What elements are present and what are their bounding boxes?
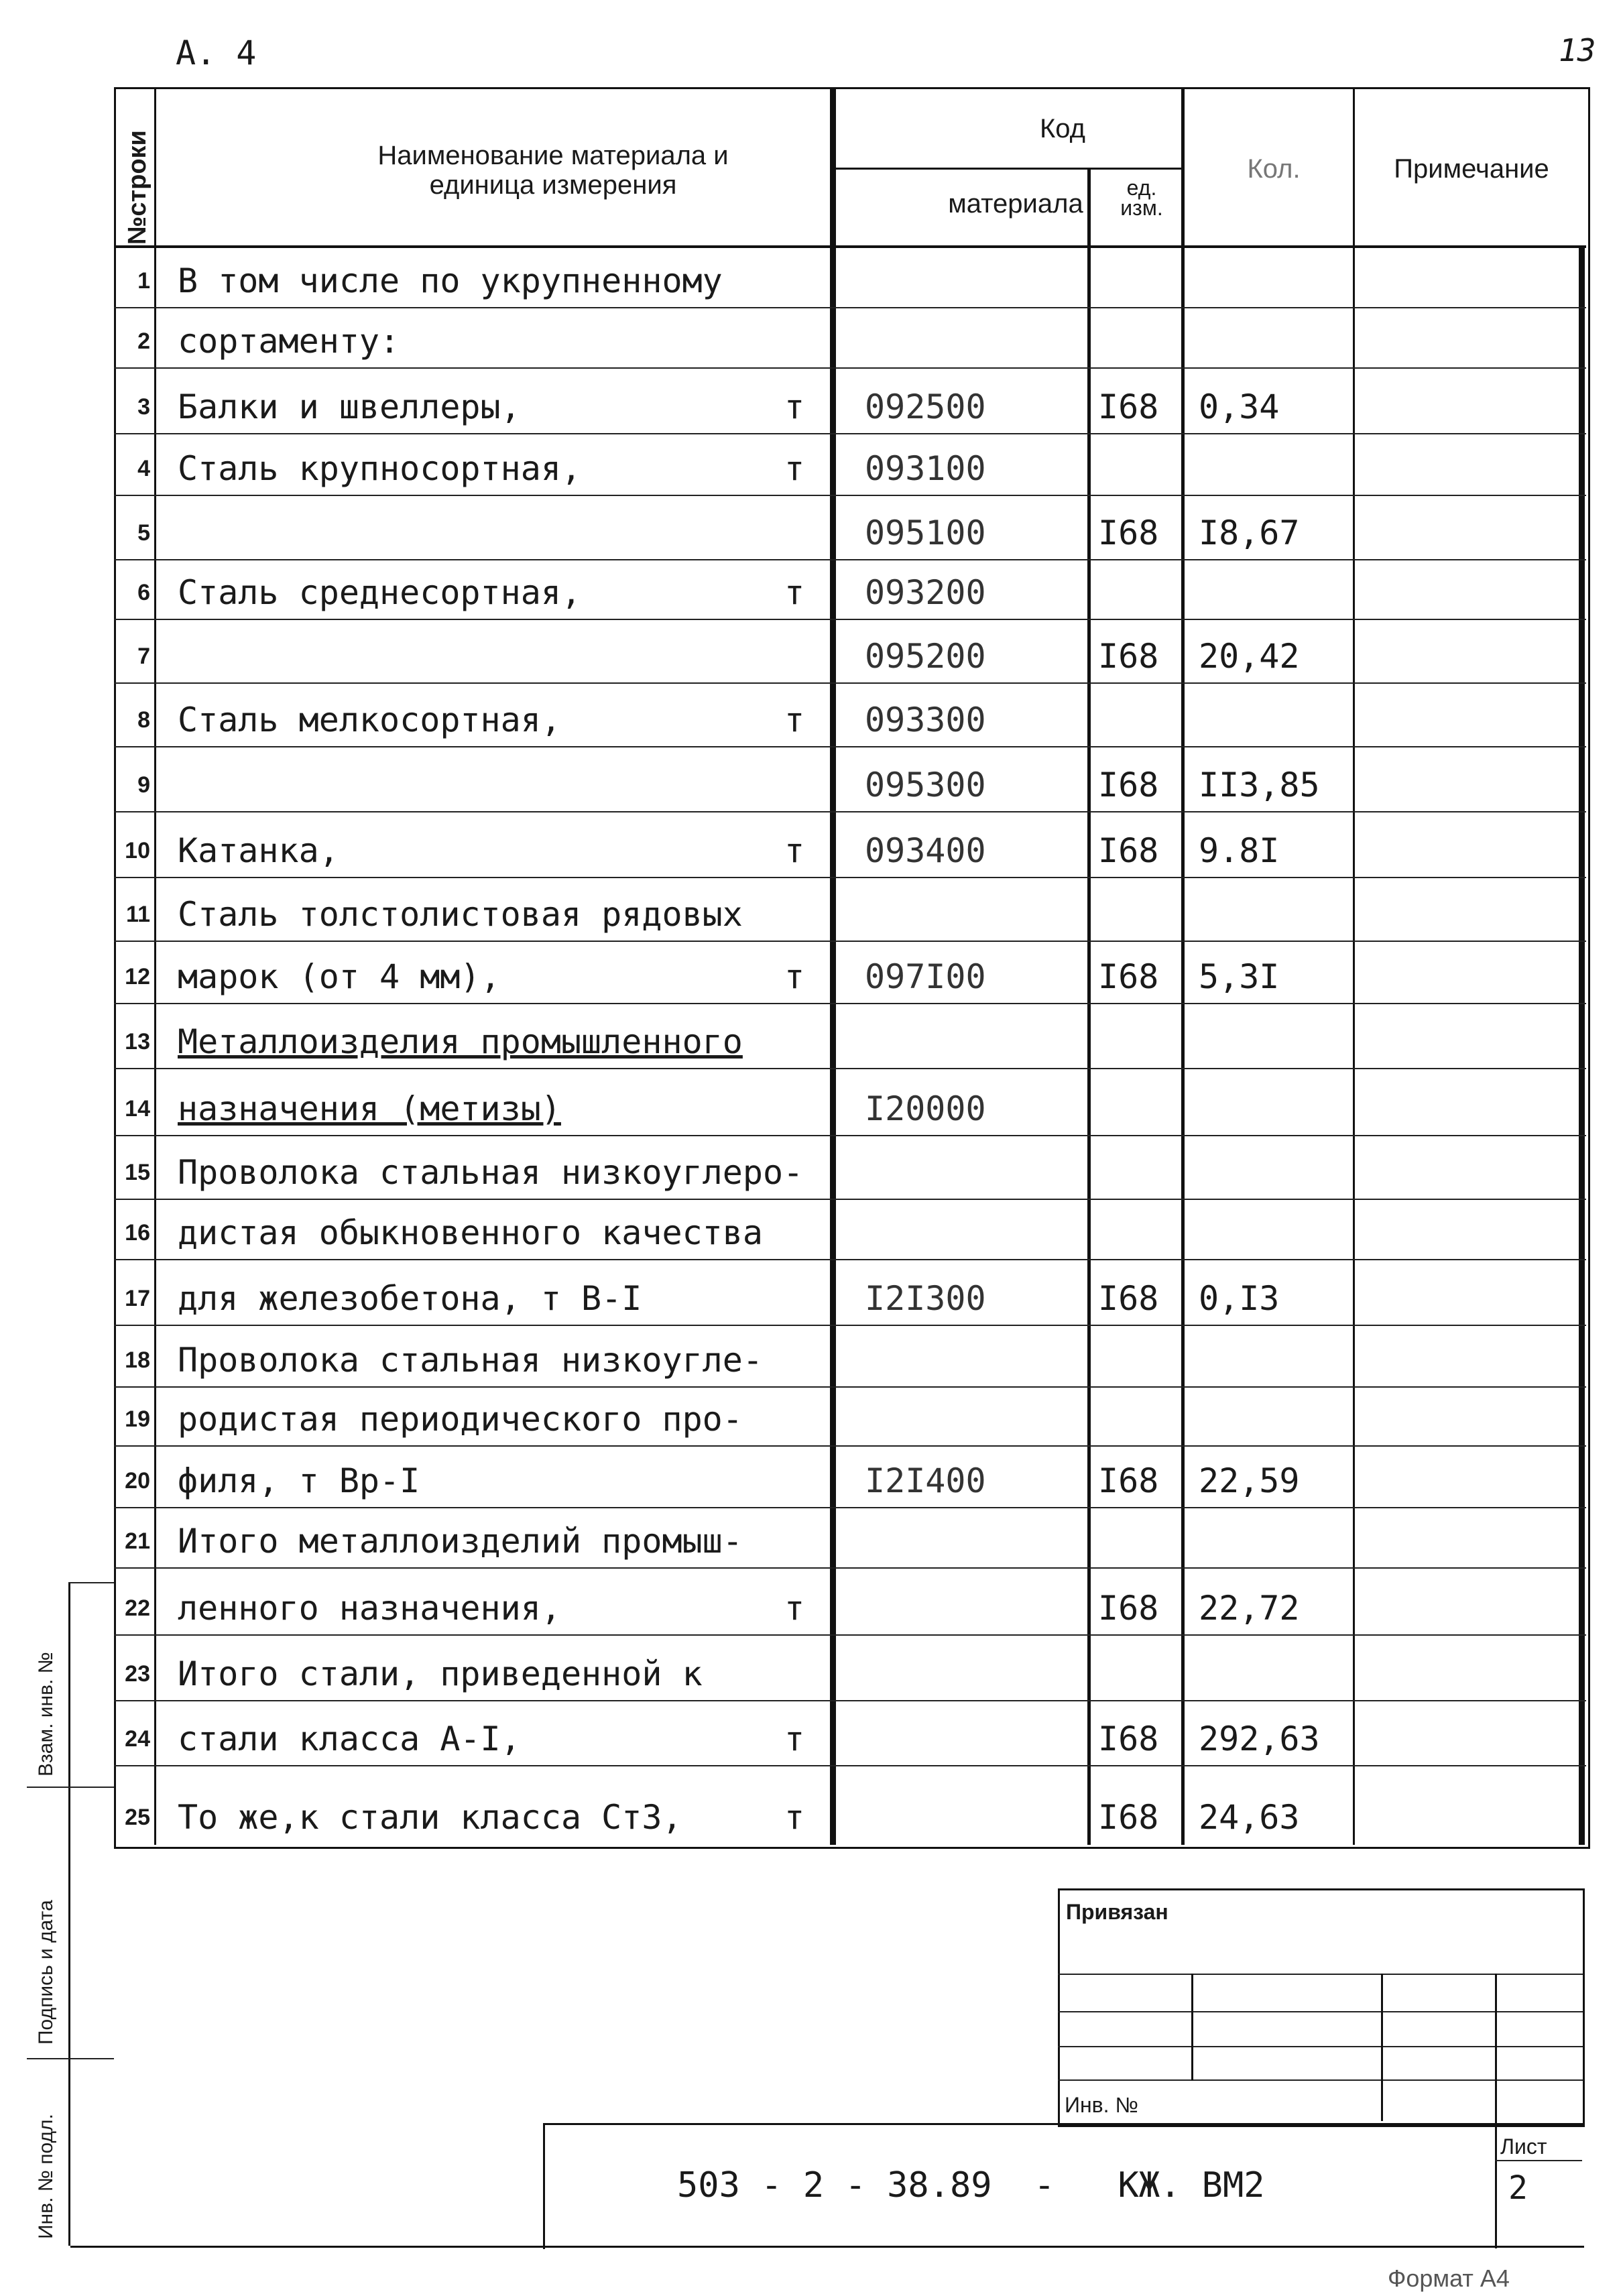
row-number: 4 [137,456,150,481]
row-unit-code: I68 [1098,1719,1159,1758]
side-strip [27,1582,114,2246]
row-number: 16 [125,1220,150,1246]
table-row [114,308,1586,369]
row-name: Итого стали, приведенной к [178,1654,703,1693]
table-row [114,1701,1586,1766]
sheet-label: Лист [1500,2134,1547,2159]
row-number: 1 [137,268,150,294]
table-row [114,1447,1586,1508]
row-name: Катанка, [178,831,339,870]
page-number: 13 [1559,32,1596,68]
side-strip-low [27,2058,114,2059]
row-name: филя, т Вр-I [178,1461,420,1500]
row-unit: т [784,957,805,996]
side-sign-date: Подпись и дата [35,1900,57,2045]
row-code: 093100 [865,449,986,488]
table-row [114,1388,1586,1447]
row-name: Сталь мелкосортная, [178,701,561,739]
row-number: 12 [125,964,150,989]
row-name: для железобетона, т В-I [178,1279,642,1318]
stamp-vline-2 [1381,1974,1383,2121]
row-quantity: I8,67 [1199,513,1300,552]
row-unit: т [784,573,805,612]
table-row [114,560,1586,620]
table-row [114,1766,1586,1845]
row-number: 21 [125,1528,150,1554]
row-unit-code: I68 [1098,831,1159,870]
row-code: 095300 [865,766,986,804]
row-name: ленного назначения, [178,1589,561,1628]
table-row [114,1326,1586,1388]
row-quantity: II3,85 [1199,766,1320,804]
row-number: 14 [125,1096,150,1122]
stamp-line-3 [1058,2046,1583,2047]
row-quantity: 24,63 [1199,1798,1300,1837]
table-row [114,684,1586,747]
row-name: В том числе по укрупненному [178,261,723,300]
row-unit: т [784,449,805,488]
row-unit: т [784,831,805,870]
table-row [114,1569,1586,1636]
row-quantity: 9.8I [1199,831,1280,870]
row-name: дистая обыкновенного качества [178,1213,763,1252]
stamp-line-2 [1058,2011,1583,2012]
stamp-block [114,1845,1589,2247]
stamp-line-1 [1058,1974,1583,1975]
table-row [114,942,1586,1004]
header-code-unit: ед. изм. [1120,176,1163,221]
row-unit-code: I68 [1098,1279,1159,1318]
row-name: назначения (метизы) [178,1089,561,1128]
row-name: Сталь среднесортная, [178,573,582,612]
sheet-split-line [1495,2160,1582,2161]
row-number: 10 [125,838,150,863]
row-unit: т [784,701,805,739]
table-row [114,620,1586,684]
header-note: Примечание [1394,154,1549,184]
side-strip-mid [27,1787,114,1788]
table-row [114,496,1586,560]
row-unit-code: I68 [1098,766,1159,804]
row-number: 17 [125,1286,150,1311]
row-unit: т [784,1589,805,1628]
row-number: 9 [137,772,150,798]
header-code: Код [1039,114,1085,143]
stamp-line-4 [1058,2079,1583,2081]
header-code-split-line [835,168,1183,170]
header-material-name: Наименование материала и единица измерения [377,141,729,200]
table-row [114,1200,1586,1260]
row-unit-code: I68 [1098,387,1159,426]
side-inv-orig: Инв. № подл. [35,2114,57,2239]
row-quantity: 22,72 [1199,1589,1300,1628]
row-code: I20000 [865,1089,986,1128]
row-unit-code: I68 [1098,1461,1159,1500]
table-row [114,878,1586,942]
row-name: Сталь крупносортная, [178,449,582,488]
row-code: 095100 [865,513,986,552]
stamp-bound-label: Привязан [1066,1900,1168,1924]
table-row [114,1136,1586,1200]
row-number: 7 [137,644,150,669]
table-row [114,1508,1586,1569]
row-quantity: 22,59 [1199,1461,1300,1500]
table-row [114,812,1586,878]
row-name: Металлоизделия промышленного [178,1022,743,1061]
row-number: 23 [125,1661,150,1687]
row-code: I2I400 [865,1461,986,1500]
row-number: 11 [126,902,150,927]
page-reference: А. 4 [176,34,257,72]
table-row [114,245,1586,308]
row-code: 097I00 [865,957,986,996]
row-name: стали класса А-I, [178,1719,521,1758]
row-name: Балки и швеллеры, [178,387,521,426]
row-number: 22 [125,1595,150,1621]
table-row [114,747,1586,812]
row-quantity: 0,34 [1199,387,1280,426]
inventory-number-label: Инв. № [1065,2093,1138,2117]
table-row [114,369,1586,434]
row-quantity: 20,42 [1199,637,1300,676]
stamp-vline-1 [1191,1974,1193,2081]
side-strip-top [68,1582,114,1583]
row-unit-code: I68 [1098,513,1159,552]
bottom-frame-line [70,2246,1584,2248]
row-code: I2I300 [865,1279,986,1318]
row-unit: т [784,1798,805,1837]
row-unit: т [784,1719,805,1758]
table-row [114,434,1586,496]
row-name: марок (от 4 мм), [178,957,501,996]
row-code: 093300 [865,701,986,739]
row-code: 093200 [865,573,986,612]
row-name: Проволока стальная низкоуглеро- [178,1153,804,1192]
row-name: сортаменту: [178,322,400,361]
row-quantity: 0,I3 [1199,1279,1280,1318]
row-unit-code: I68 [1098,1589,1159,1628]
table-row [114,1636,1586,1701]
row-number: 3 [137,394,150,420]
row-number: 18 [125,1347,150,1373]
row-name: То же,к стали класса Ст3, [178,1798,682,1837]
row-number: 13 [125,1029,150,1054]
row-number: 19 [125,1406,150,1432]
materials-table [114,87,1589,1850]
row-unit: т [784,387,805,426]
row-name: Итого металлоизделий промыш- [178,1522,743,1561]
row-unit-code: I68 [1098,1798,1159,1837]
row-name: родистая периодического про- [178,1400,743,1439]
side-inv-replace: Взам. инв. № [35,1652,57,1776]
side-strip-frame [68,1582,116,2246]
row-number: 6 [137,580,150,605]
row-number: 25 [125,1805,150,1830]
table-row [114,1004,1586,1069]
row-number: 24 [125,1726,150,1752]
row-quantity: 292,63 [1199,1719,1320,1758]
header-code-material: материала [948,189,1083,219]
sheet-number: 2 [1508,2169,1528,2207]
row-unit-code: I68 [1098,637,1159,676]
row-number: 20 [125,1468,150,1494]
row-number: 8 [137,707,150,733]
row-code: 092500 [865,387,986,426]
row-name: Проволока стальная низкоугле- [178,1341,763,1380]
table-row [114,1069,1586,1136]
table-row [114,1260,1586,1326]
row-unit-code: I68 [1098,957,1159,996]
row-name: Сталь толстолистовая рядовых [178,895,743,934]
row-number: 2 [137,328,150,354]
document-code: 503 - 2 - 38.89 - КЖ. ВМ2 [677,2165,1265,2206]
row-code: 095200 [865,637,986,676]
row-number: 15 [125,1160,150,1185]
row-quantity: 5,3I [1199,957,1280,996]
header-quantity: Кол. [1247,154,1301,184]
header-row-number: №строки [123,130,152,245]
row-number: 5 [137,520,150,546]
paper-format: Формат А4 [1388,2264,1510,2292]
row-code: 093400 [865,831,986,870]
